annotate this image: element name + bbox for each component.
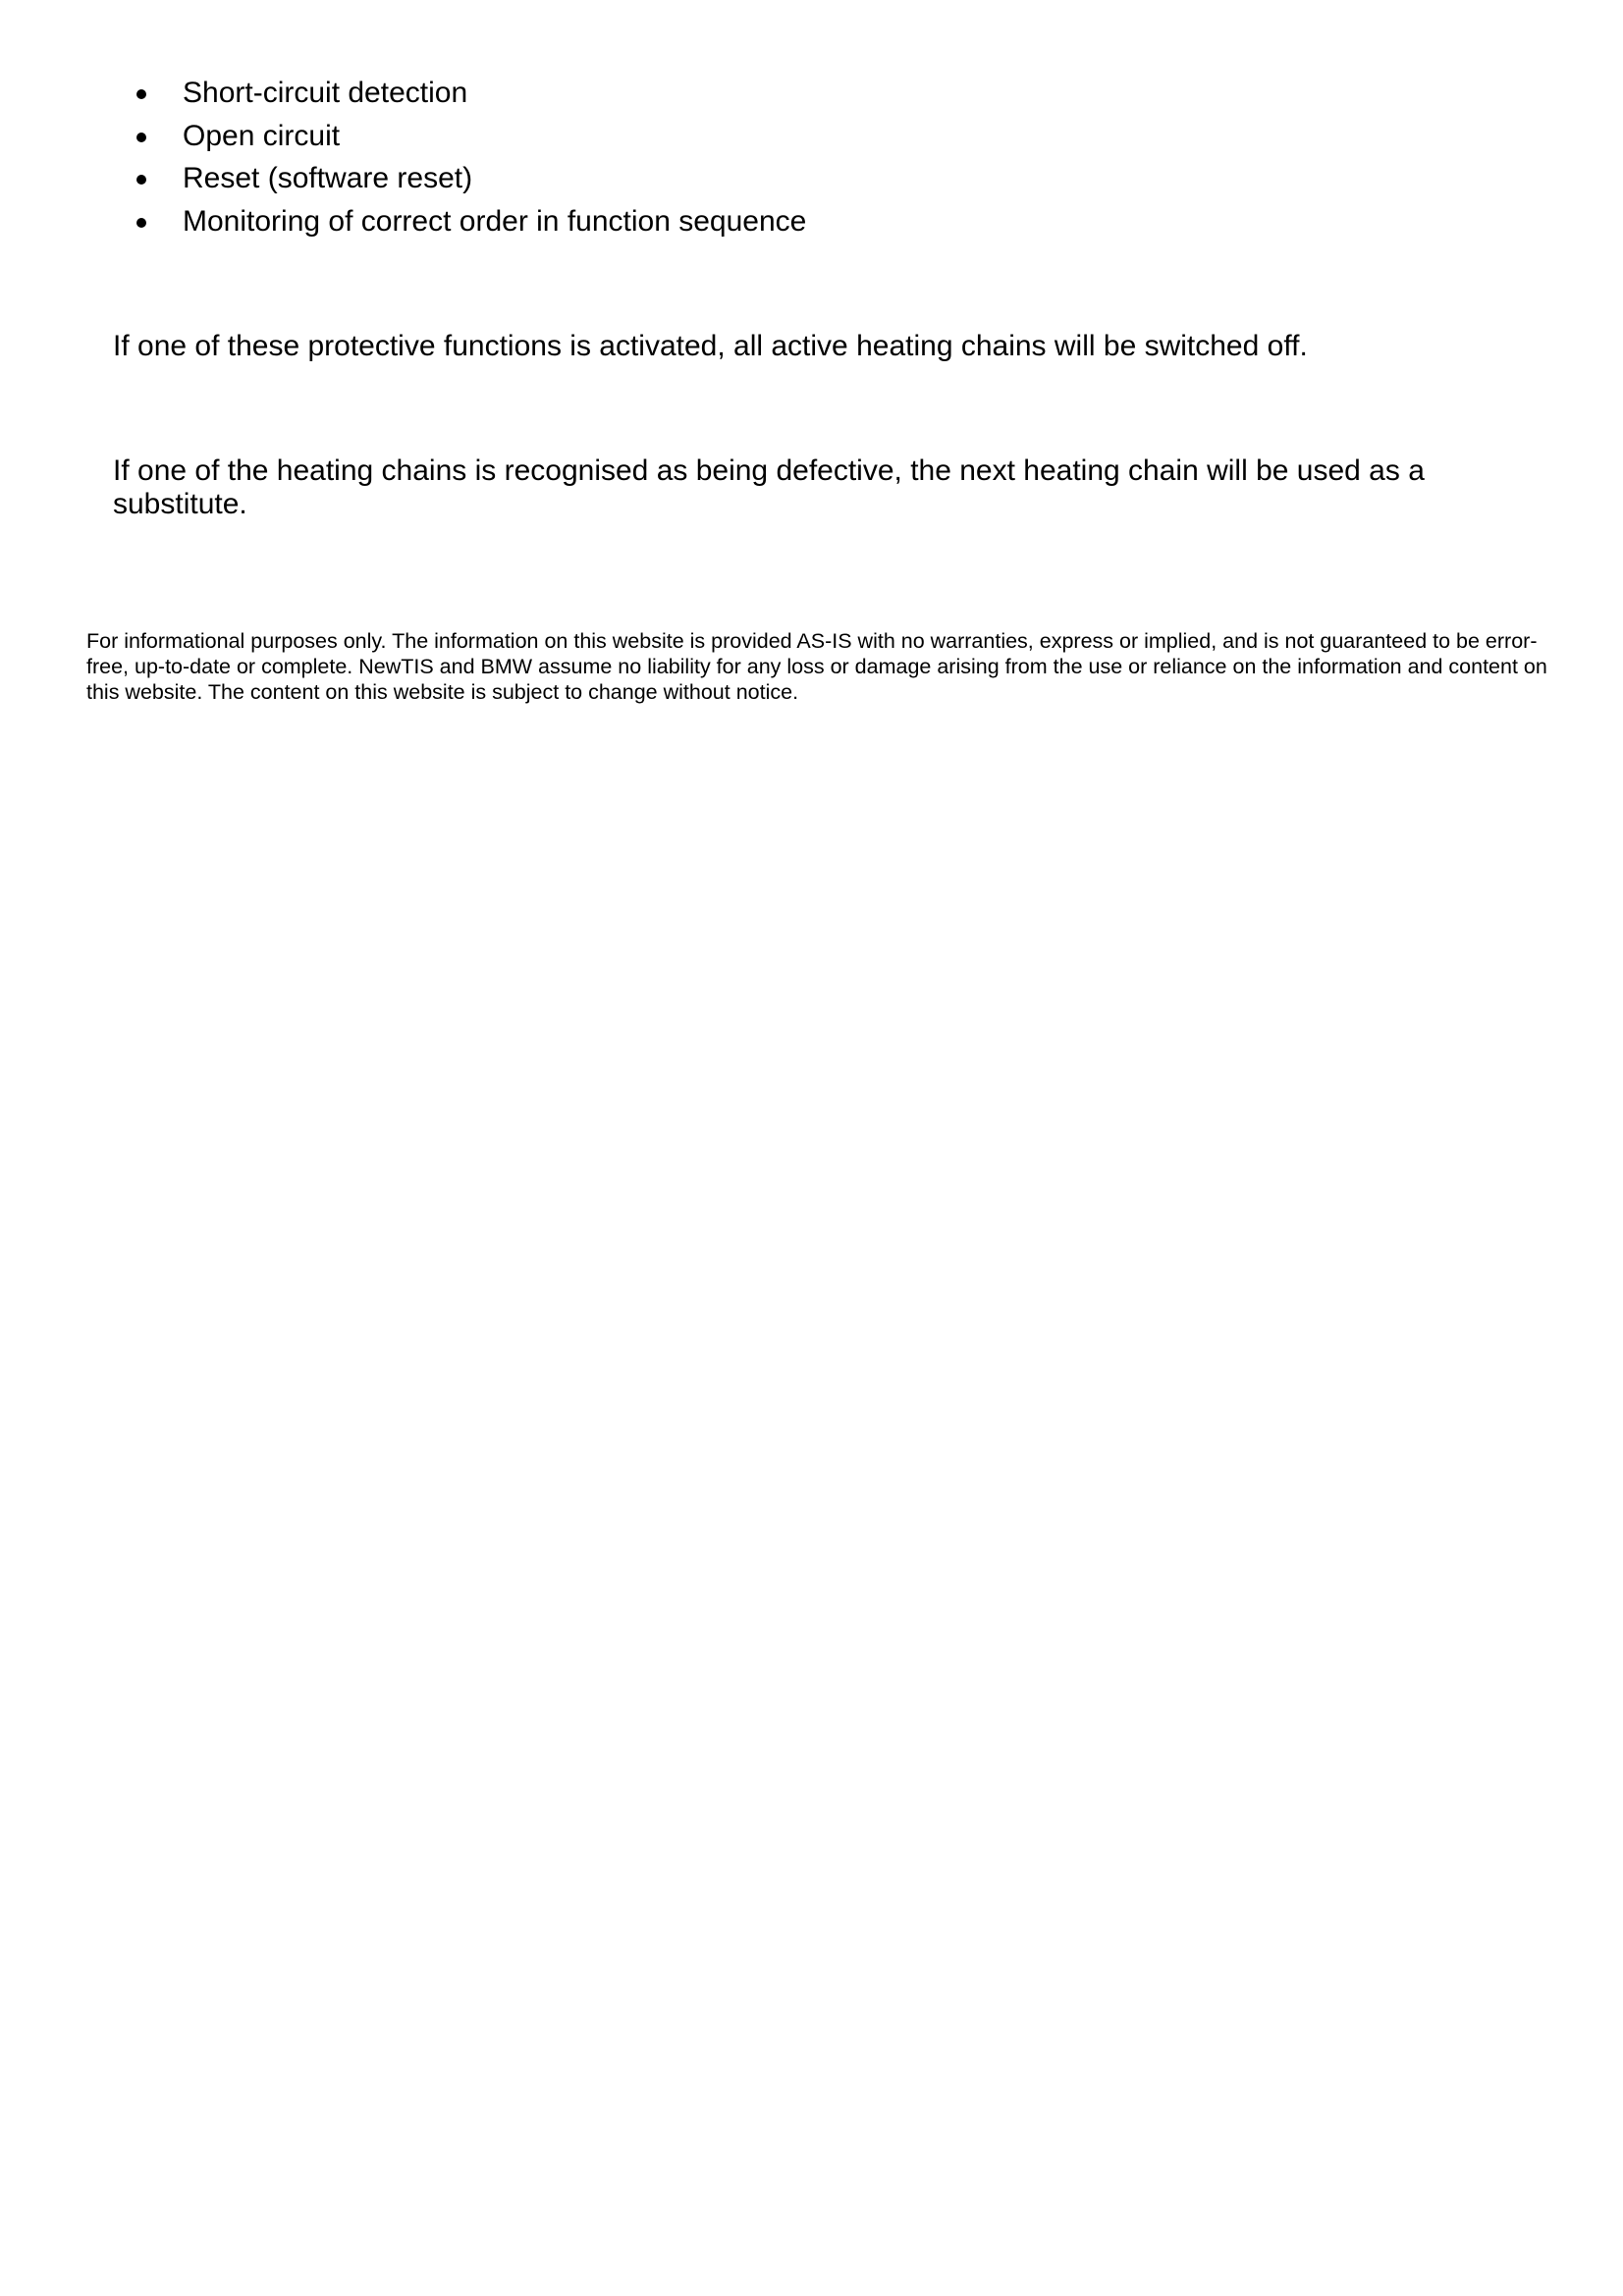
list-item-text: Short-circuit detection [183, 77, 468, 109]
list-item [133, 200, 806, 243]
list-item [133, 72, 806, 115]
bullet-icon [136, 218, 146, 228]
list-item-text: Open circuit [183, 119, 341, 152]
protective-functions-list [133, 72, 806, 242]
bullet-icon [136, 175, 146, 185]
list-item-text: Reset (software reset) [183, 162, 473, 194]
list-item-text: Monitoring of correct order in function sequence [183, 204, 807, 238]
disclaimer-text: For informational purposes only. The information on this website is provided AS-IS with no warranties, express or implied, and is not guaranteed to be error-free, up-to-date or complete. NewTIS and BMW assume no liability for any loss or damage arising from the use or reliance on the information and content on this website. The content on this website is subject to change without notice. [86, 629, 1547, 704]
substitute-paragraph: If one of the heating chains is recognised as being defective, the next heating chain will be used as a substitute. [113, 454, 1425, 520]
list-item [133, 157, 806, 200]
bullet-icon [136, 133, 146, 142]
list-item [133, 115, 806, 158]
bullet-icon [136, 89, 146, 99]
switch-off-paragraph: If one of these protective functions is activated, all active heating chains will be switched off. [113, 330, 1308, 362]
